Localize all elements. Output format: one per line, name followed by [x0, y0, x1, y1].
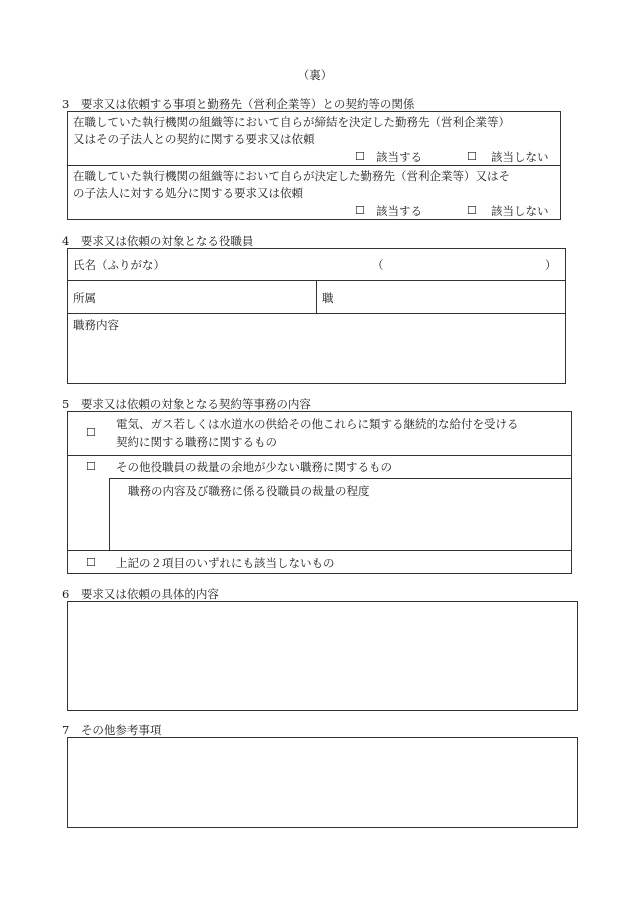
specific-content-input[interactable]: [67, 601, 578, 711]
furigana-open-paren: （: [372, 258, 384, 272]
section6-title: 6 要求又は依頼の具体的内容: [62, 587, 219, 601]
section3-row2-line2: の子法人に対する処分に関する要求又は依頼: [73, 186, 303, 200]
item1-checkbox[interactable]: ☐: [86, 426, 96, 439]
furigana-input[interactable]: [386, 252, 538, 276]
item1-line2: 契約に関する職務に関するもの: [116, 435, 277, 449]
section3-row1-line1: 在職していた執行機関の組織等において自らが締結を決定した勤務先（営利企業等）: [73, 115, 510, 129]
affiliation-label: 所属: [73, 291, 96, 305]
affiliation-input[interactable]: [100, 283, 312, 310]
duties-input[interactable]: [70, 334, 562, 381]
section3-row1-line2: 又はその子法人との契約に関する要求又は依頼: [73, 132, 315, 146]
name-label: 氏名（ふりがな）: [73, 258, 165, 272]
section5-sub-left: [109, 478, 110, 550]
section5-divider-1: [67, 455, 572, 456]
row1-applicable-label: 該当する: [376, 150, 422, 164]
position-label: 職: [322, 291, 334, 305]
furigana-close-paren: ）: [545, 258, 557, 272]
item2-detail-input[interactable]: [114, 500, 568, 546]
section5-title: 5 要求又は依頼の対象となる契約等事務の内容: [62, 397, 311, 411]
section5-divider-2: [67, 550, 572, 551]
item3-checkbox[interactable]: ☐: [86, 556, 96, 569]
row1-not-applicable-label: 該当しない: [491, 150, 549, 164]
item2-sub-label: 職務の内容及び職務に係る役職員の裁量の程度: [128, 484, 370, 498]
item1-line1: 電気、ガス若しくは水道水の供給その他これらに類する継続的な給付を受ける: [116, 417, 519, 431]
row2-not-applicable-label: 該当しない: [491, 204, 549, 218]
row2-not-applicable-checkbox[interactable]: ☐: [467, 204, 477, 217]
section4-title: 4 要求又は依頼の対象となる役職員: [62, 234, 254, 248]
item3-label: 上記の２項目のいずれにも該当しないもの: [116, 556, 335, 570]
section5-sub-top: [109, 478, 572, 479]
section3-row2-line1: 在職していた執行機関の組織等において自らが決定した勤務先（営利企業等）又はそ: [73, 169, 510, 183]
page-side-label: （裏）: [297, 68, 333, 82]
row2-applicable-checkbox[interactable]: ☐: [355, 204, 365, 217]
row1-applicable-checkbox[interactable]: ☐: [355, 150, 365, 163]
row2-applicable-label: 該当する: [376, 204, 422, 218]
item2-checkbox[interactable]: ☐: [86, 460, 96, 473]
position-input[interactable]: [338, 283, 562, 310]
duties-label: 職務内容: [73, 318, 119, 332]
section4-col-divider: [316, 280, 317, 313]
name-input[interactable]: [160, 252, 340, 276]
row1-not-applicable-checkbox[interactable]: ☐: [467, 150, 477, 163]
section3-title: 3 要求又は依頼する事項と勤務先（営利企業等）との契約等の関係: [62, 97, 415, 111]
item2-label: その他役職員の裁量の余地が少ない職務に関するもの: [116, 460, 392, 474]
section3-divider: [67, 165, 561, 166]
section7-title: 7 その他参考事項: [62, 723, 162, 737]
section4-divider-2: [67, 313, 566, 314]
other-notes-input[interactable]: [67, 737, 578, 828]
